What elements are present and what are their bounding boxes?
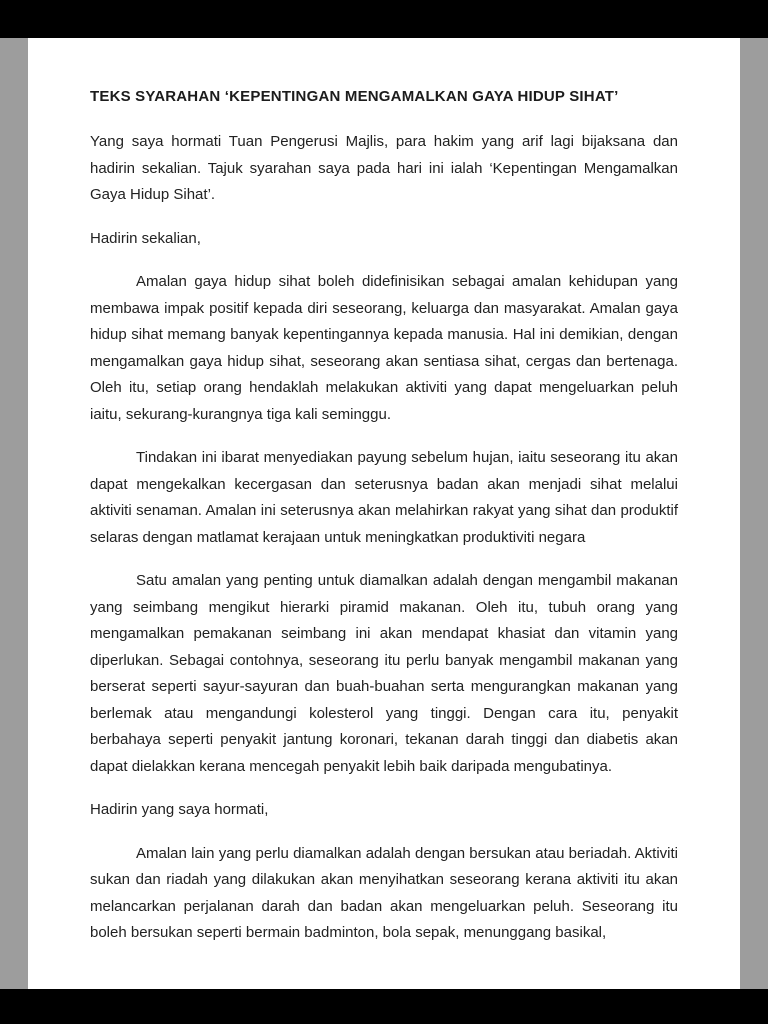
paragraph-body-3: Satu amalan yang penting untuk diamalkan adalah dengan mengambil makanan yang seimbang mengikut hierarki piramid makanan. Oleh itu, tubuh orang yang mengamalkan pemakanan seimbang ini akan mendapat khasiat dan vitamin yang diperlukan. Sebagai contohnya, seseorang itu perlu banyak mengambil makanan yang berserat seperti sayur-sayuran dan buah-buahan serta mengurangkan makanan yang berlemak atau mengandungi kolesterol yang tinggi. Dengan cara itu, penyakit berbahaya seperti penyakit jantung koronari, tekanan darah tinggi dan diabetis akan dapat dielakkan kerana mencegah penyakit lebih baik daripada mengubatinya. [90,572,678,775]
paragraph-address-2: Hadirin yang saya hormati, [90,801,269,818]
document-title: TEKS SYARAHAN ‘KEPENTINGAN MENGAMALKAN GAYA HIDUP SIHAT’ [90,88,619,105]
paragraph-address-1: Hadirin sekalian, [90,229,201,247]
paragraph-salutation: Yang saya hormati Tuan Pengerusi Majlis, para hakim yang arif lagi bijaksana dan hadirin sekalian. Tajuk syarahan saya pada hari ini ialah ‘Kepentingan Mengamalkan Gaya Hidup Sihat’. [90,133,678,203]
top-bar [0,0,768,38]
paragraph-body-1: Amalan gaya hidup sihat boleh didefinisikan sebagai amalan kehidupan yang membawa impak positif kepada diri seseorang, keluarga dan masyarakat. Amalan gaya hidup sihat memang banyak kepentingannya kepada manusia. Hal ini demikian, dengan mengamalkan gaya hidup sihat, seseorang akan sentiasa sihat, cergas dan bertenaga. Oleh itu, setiap orang hendaklah melakukan aktiviti yang dapat mengeluarkan peluh iaitu, sekurang-kurangnya tiga kali seminggu. [90,273,678,423]
bottom-bar [0,989,768,1024]
document-page [28,38,740,989]
paragraph-body-2: Tindakan ini ibarat menyediakan payung sebelum hujan, iaitu seseorang itu akan dapat mengekalkan kecergasan dan seterusnya badan akan menjadi sihat melalui aktiviti senaman. Amalan ini seterusnya akan melahirkan rakyat yang sihat dan produktif selaras dengan matlamat kerajaan untuk meningkatkan produktiviti negara [90,449,678,546]
paragraph-body-4: Amalan lain yang perlu diamalkan adalah dengan bersukan atau beriadah. Aktiviti sukan dan riadah yang dilakukan akan menyihatkan seseorang kerana aktiviti itu akan melancarkan perjalanan darah dan badan akan mengeluarkan peluh. Seseorang itu boleh bersukan seperti bermain badminton, bola sepak, menunggang basikal, [90,844,678,941]
